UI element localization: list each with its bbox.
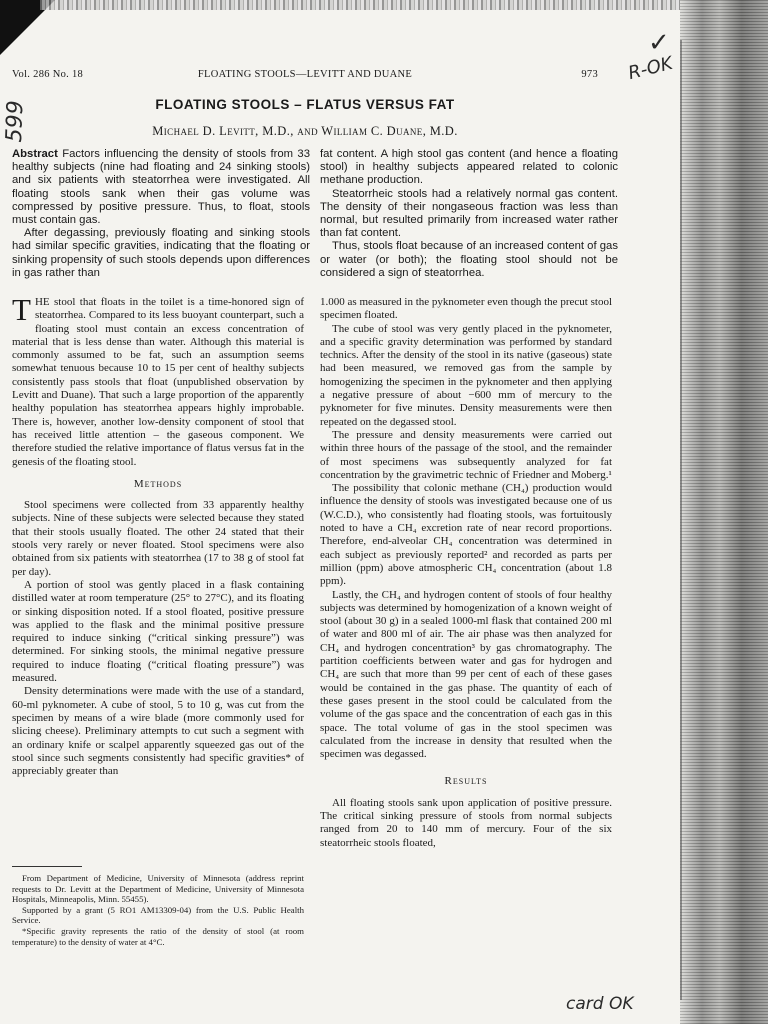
methods-paragraph: Stool specimens were collected from 33 apparently healthy subjects. Nine of these subjects were selected because they stated that their stools usually floated. The other 24 stated that their stools very rarely or never floated. Stool specimens were also obtained from six patients with steatorrhea (17 to 38 g of stool fat per day). (12, 499, 304, 578)
scan-right-edge (680, 0, 768, 1024)
article-authors: Michael D. Levitt, M.D., and William C. Duane, M.D. (152, 124, 458, 138)
body-paragraph: The pressure and density measurements were carried out within three hours of the passage of the stool, and the remainder of most specimens was subsequently analyzed for fat concentration by the gravimetric technic of Friedner and Moberg.¹ (320, 428, 612, 481)
methods-paragraph: A portion of stool was gently placed in a flask containing distilled water at room temperature (25° to 27°C), and its floating or sinking disposition noted. If a stool floated, positive pressure was applied to the flask and the minimal positive pressure required to induce sinking (“critical sinking pressure”) was determined. For sinking stools, the minimal negative pressure required to induce floating (“critical floating pressure”) was measured. (12, 578, 304, 685)
body-paragraph: The cube of stool was very gently placed in the pyknometer, and a specific gravity determination was performed by standard technics. After the density of the stool in its native (gaseous) state had been measured, we removed gas from the sample by homogenizing the specimen in the pyknometer and then applying a negative pressure of about −600 mm of mercury to the pyknometer for five minutes. Density measurements were then repeated on the degassed stool. (320, 322, 612, 428)
running-header (12, 69, 598, 83)
abstract-label: Abstract (12, 148, 58, 160)
abstract-paragraph: After degassing, previously floating and sinking stools had similar specific gravities, indicating that the floating or sinking propensity of such stools depends upon differences in gas rather than (12, 227, 310, 279)
handwritten-approval-note: R-OK (626, 52, 675, 85)
body-paragraph: 1.000 as measured in the pyknometer even though the precut stool specimen floated. (320, 296, 612, 322)
volume-number: Vol. 286 No. 18 (12, 69, 84, 80)
scan-top-edge (40, 0, 730, 10)
abstract-left (12, 148, 310, 280)
abstract-paragraph: Thus, stools float because of an increased content of gas or water (or both); the floating stool should not be considered a sign of steatorrhea. (320, 240, 618, 279)
footnote: From Department of Medicine, University of Minnesota (address reprint requests to Dr. Levitt at the Department of Medicine, University of Minnesota Hospitals, Minneapolis, Minn. 55455). (12, 873, 304, 905)
footnotes (12, 873, 304, 947)
body-paragraph: Lastly, the CH₄ and hydrogen content of stools of four healthy subjects was determined by homogenization of a known weight of stool (about 30 g) in a sealed 1000-ml flask that contained 200 ml of water and 800 ml of air. The air phase was then analyzed for CH₄ and hydrogen concentration³ by gas chromatography. The partition coefficients between water and gas for hydrogen and CH₄ are such that more than 99 per cent of each of these gases would be contained in the gas phase. The quantity of each of these gases present in the stool could be calculated from the volume of the gas space and the concentration of each gas in this space. The total volume of gas in the stool specimen was calculated from the increase in density that resulted when the specimen was degassed. (320, 588, 612, 761)
page-edge-line (680, 40, 682, 1000)
abstract-paragraph: Abstract Factors influencing the density of stools from 33 healthy subjects (nine had floating and 24 sinking stools) and six patients with steatorrhea were investigated. All floating stools sank when their gas volume was compressed by positive pressure. Thus, to float, stools must contain gas. (12, 148, 310, 227)
footnote: *Specific gravity represents the ratio of the density of stool (at room temperature) to the density of water at 4°C. (12, 925, 304, 947)
left-column (12, 292, 304, 778)
footnote-rule (12, 866, 82, 867)
handwritten-card-note: card OK (566, 994, 634, 1014)
results-heading: Results (444, 775, 488, 788)
results-paragraph: All floating stools sank upon application of positive pressure. The critical sinking pressure of stools from normal subjects ranged from 20 to 140 mm of mercury. Four of the six steatorrheic stools floated, (320, 796, 612, 849)
page-number: 973 (581, 69, 598, 80)
footnote: Supported by a grant (5 RO1 AM13309-04) from the U.S. Public Health Service. (12, 904, 304, 926)
intro-paragraph: THE stool that floats in the toilet is a time-honored sign of steatorrhea. Compared to its less buoyant counterpart, such a floating stool must contain an excess concentration of material that is less dense than water. Although this material is commonly assumed to be fat, such an assumption seems somewhat tenuous because 10 to 15 per cent of healthy subjects consistently pass stools that float (unpublished observation by Levitt and Duane). That such a large proportion of the apparently healthy population has steatorrhea appears highly improbable. There is, however, another low-density component of stool that has received little attention – the gaseous component. We therefore studied the relative importance of flatus versus fat in the genesis of the floating stool. (12, 292, 304, 468)
handwritten-check-icon: ✓ (648, 28, 670, 58)
abstract-right (320, 148, 618, 280)
article-title: FLOATING STOOLS – FLATUS VERSUS FAT (155, 97, 455, 112)
right-column (320, 296, 612, 850)
running-title: FLOATING STOOLS—LEVITT AND DUANE (197, 69, 413, 80)
methods-heading: Methods (133, 477, 183, 490)
body-paragraph: The possibility that colonic methane (CH₄) production would influence the density of stools was investigated because one of us (W.C.D.), who consistently had floating stools, was fortuitously noted to have a CH₄ excretion rate of near record proportions. Therefore, end-alveolar CH₄ concentration was determined in each subject as previously reported² and recorded as parts per million (ppm) above atmospheric CH₄ concentration (about 1.8 ppm). (320, 482, 612, 588)
handwritten-margin-number: 599 (2, 100, 29, 143)
methods-paragraph: Density determinations were made with the use of a standard, 60-ml pyknometer. A cube of stool, 5 to 10 g, was cut from the specimen by means of a wire blade (more commonly used for slicing cheese). Preliminary attempts to cut such a segment with an ordinary knife or scalpel apparently squeezed gas out of the stool since such segments consistently had specific gravities* of appreciably greater than (12, 685, 304, 778)
drop-cap: T (12, 292, 31, 327)
abstract-paragraph: fat content. A high stool gas content (and hence a floating stool) in healthy subjects appeared related to colonic methane production. (320, 148, 618, 187)
abstract-paragraph: Steatorrheic stools had a relatively normal gas content. The density of their nongaseous fraction was less than normal, but resulted primarily from increased water rather than fat content. (320, 187, 618, 240)
